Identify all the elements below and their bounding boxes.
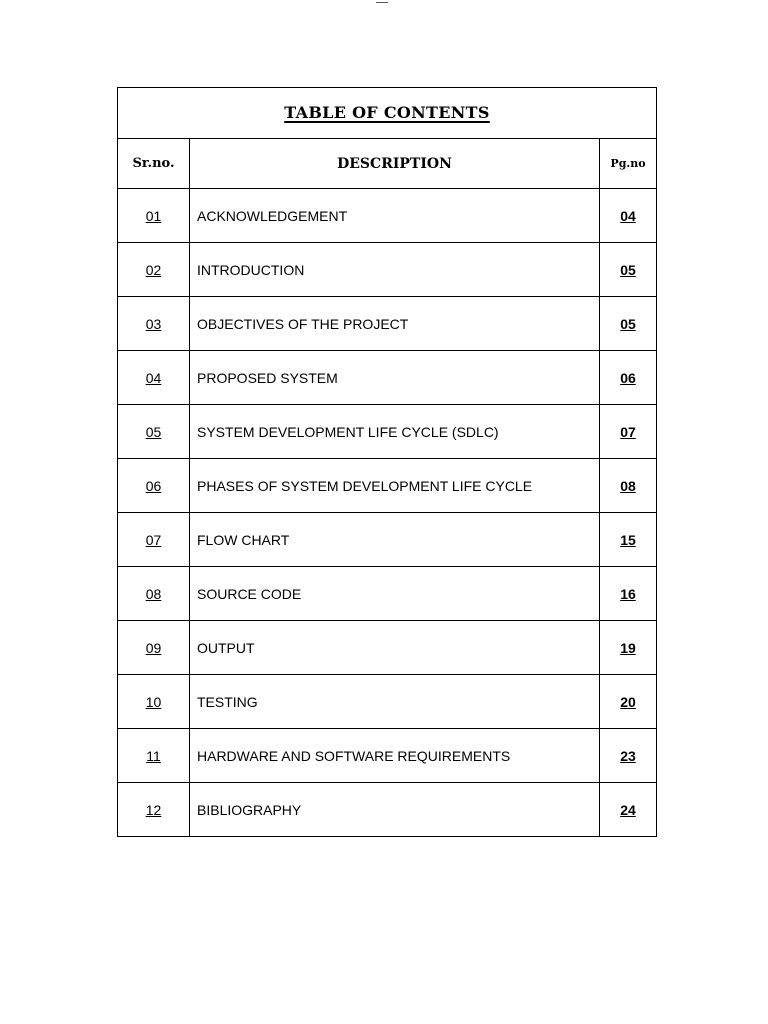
table-row (118, 189, 657, 243)
table-row (118, 783, 657, 837)
row-sr-no: 04 (118, 351, 190, 405)
row-sr-no: 09 (118, 621, 190, 675)
table-row (118, 729, 657, 783)
row-page-no: 16 (600, 567, 657, 621)
row-description: SOURCE CODE (190, 567, 600, 621)
row-description: BIBLIOGRAPHY (190, 783, 600, 837)
row-sr-no: 08 (118, 567, 190, 621)
row-description: OUTPUT (190, 621, 600, 675)
row-page-no: 20 (600, 675, 657, 729)
row-description: PHASES OF SYSTEM DEVELOPMENT LIFE CYCLE (190, 459, 600, 513)
row-sr-no: 10 (118, 675, 190, 729)
row-page-no: 23 (600, 729, 657, 783)
row-sr-no: 07 (118, 513, 190, 567)
toc-title-row (118, 88, 657, 139)
row-description: OBJECTIVES OF THE PROJECT (190, 297, 600, 351)
row-description: TESTING (190, 675, 600, 729)
table-row (118, 675, 657, 729)
row-description: PROPOSED SYSTEM (190, 351, 600, 405)
row-page-no: 24 (600, 783, 657, 837)
table-row (118, 513, 657, 567)
row-page-no: 15 (600, 513, 657, 567)
row-description: SYSTEM DEVELOPMENT LIFE CYCLE (SDLC) (190, 405, 600, 459)
row-sr-no: 11 (118, 729, 190, 783)
table-row (118, 459, 657, 513)
row-sr-no: 02 (118, 243, 190, 297)
header-description: DESCRIPTION (190, 139, 600, 189)
row-sr-no: 01 (118, 189, 190, 243)
row-page-no: 06 (600, 351, 657, 405)
table-row (118, 621, 657, 675)
toc-header-row (118, 139, 657, 189)
toc-title-cell (118, 88, 657, 139)
table-row (118, 405, 657, 459)
row-page-no: 19 (600, 621, 657, 675)
table-row (118, 351, 657, 405)
row-page-no: 04 (600, 189, 657, 243)
table-row (118, 297, 657, 351)
row-sr-no: 03 (118, 297, 190, 351)
page-top-mark (376, 0, 388, 3)
row-description: ACKNOWLEDGEMENT (190, 189, 600, 243)
toc-title: TABLE OF CONTENTS (284, 103, 490, 122)
header-sr-no: Sr.no. (118, 139, 190, 189)
row-sr-no: 12 (118, 783, 190, 837)
header-page-no: Pg.no (600, 139, 657, 189)
row-description: HARDWARE AND SOFTWARE REQUIREMENTS (190, 729, 600, 783)
table-row (118, 567, 657, 621)
row-page-no: 05 (600, 243, 657, 297)
row-page-no: 07 (600, 405, 657, 459)
row-sr-no: 05 (118, 405, 190, 459)
table-of-contents (117, 87, 657, 837)
table-row (118, 243, 657, 297)
row-description: INTRODUCTION (190, 243, 600, 297)
row-description: FLOW CHART (190, 513, 600, 567)
row-page-no: 05 (600, 297, 657, 351)
row-page-no: 08 (600, 459, 657, 513)
row-sr-no: 06 (118, 459, 190, 513)
